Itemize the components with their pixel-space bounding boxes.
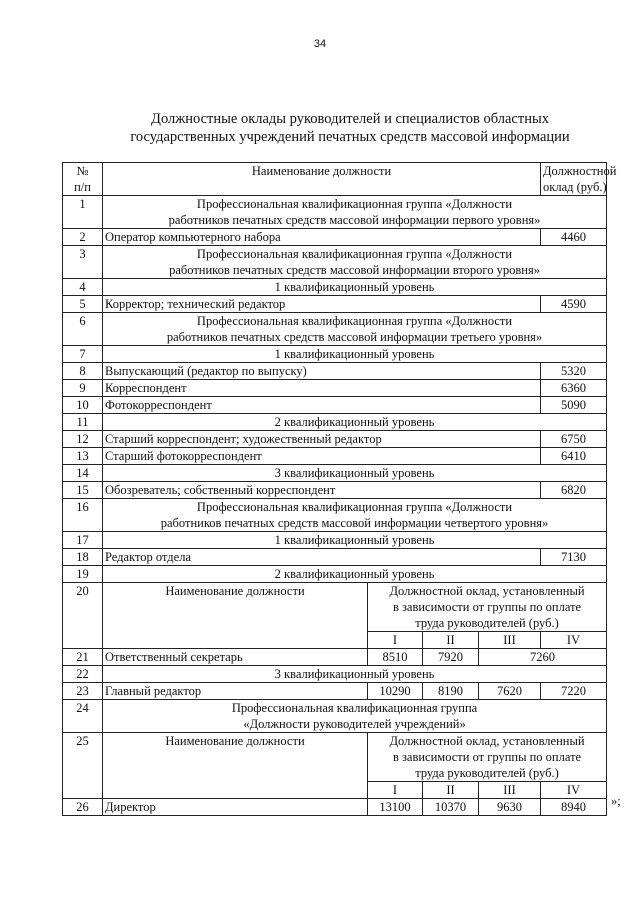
- position-name: Корректор; технический редактор: [103, 296, 541, 313]
- row-number: 14: [63, 465, 103, 482]
- position-name: Выпускающий (редактор по выпуску): [103, 363, 541, 380]
- position-name: Старший фотокорреспондент: [103, 448, 541, 465]
- document-title: [60, 110, 640, 146]
- salary-value: 7260: [479, 649, 607, 666]
- page-number: 34: [313, 38, 327, 50]
- row-number: 21: [63, 649, 103, 666]
- salary-value: 7130: [541, 549, 607, 566]
- group-label: IV: [541, 632, 607, 649]
- group-heading: Профессиональная квалификационная группа «Должности работников печатных средств массовой информации второго уровня»: [103, 246, 607, 279]
- group-heading: Профессиональная квалификационная группа «Должности работников печатных средств массовой информации первого уровня»: [103, 196, 607, 229]
- row-number: 24: [63, 700, 103, 733]
- group-heading: Профессиональная квалификационная группа «Должности работников печатных средств массовой информации четвертого уровня»: [103, 499, 607, 532]
- title-line-1: Должностные оклады руководителей и специалистов областных: [151, 111, 549, 127]
- row-number: 10: [63, 397, 103, 414]
- salary-value: 10290: [368, 683, 423, 700]
- qualification-level: 1 квалификационный уровень: [103, 346, 607, 363]
- row-number: 5: [63, 296, 103, 313]
- salary-value: 4590: [541, 296, 607, 313]
- row-number: 1: [63, 196, 103, 229]
- row-number: 23: [63, 683, 103, 700]
- salary-value: 8510: [368, 649, 423, 666]
- table-row: [63, 799, 607, 816]
- salary-value: 9630: [479, 799, 541, 816]
- group-heading: Профессиональная квалификационная группа «Должности руководителей учреждений»: [103, 700, 607, 733]
- table-row: [63, 465, 607, 482]
- qualification-level: 2 квалификационный уровень: [103, 566, 607, 583]
- table-row: [63, 448, 607, 465]
- row-number: 11: [63, 414, 103, 431]
- closing-quote: »;: [611, 794, 621, 808]
- row-number: 9: [63, 380, 103, 397]
- position-name: Оператор компьютерного набора: [103, 229, 541, 246]
- subheader-position: Наименование должности: [103, 583, 368, 649]
- row-number: 3: [63, 246, 103, 279]
- table-row: [63, 532, 607, 549]
- salary-value: 13100: [368, 799, 423, 816]
- salary-value: 5090: [541, 397, 607, 414]
- salary-value: 7920: [423, 649, 479, 666]
- table-row: [63, 414, 607, 431]
- table-row: [63, 431, 607, 448]
- position-name: Главный редактор: [103, 683, 368, 700]
- table-row: [63, 733, 607, 782]
- table-row: [63, 666, 607, 683]
- header-position: Наименование должности: [103, 163, 541, 196]
- salary-value: 4460: [541, 229, 607, 246]
- row-number: 19: [63, 566, 103, 583]
- salary-value: 6820: [541, 482, 607, 499]
- table-row: [63, 700, 607, 733]
- table-row: [63, 649, 607, 666]
- table-row: [63, 279, 607, 296]
- table-header-row: [63, 163, 607, 196]
- group-label: III: [479, 782, 541, 799]
- salary-value: 7620: [479, 683, 541, 700]
- row-number: 6: [63, 313, 103, 346]
- group-label: IV: [541, 782, 607, 799]
- row-number: 17: [63, 532, 103, 549]
- row-number: 18: [63, 549, 103, 566]
- position-name: Старший корреспондент; художественный редактор: [103, 431, 541, 448]
- salary-value: 6410: [541, 448, 607, 465]
- table-row: [63, 566, 607, 583]
- row-number: 26: [63, 799, 103, 816]
- group-heading: Профессиональная квалификационная группа «Должности работников печатных средств массовой информации третьего уровня»: [103, 313, 607, 346]
- subheader-salary: Должностной оклад, установленный в зависимости от группы по оплате труда руководителей (руб.): [368, 733, 607, 782]
- position-name: Обозреватель; собственный корреспондент: [103, 482, 541, 499]
- salary-value: 10370: [423, 799, 479, 816]
- row-number: 22: [63, 666, 103, 683]
- header-salary: Должностной оклад (руб.): [541, 163, 607, 196]
- row-number: 7: [63, 346, 103, 363]
- group-label: II: [423, 782, 479, 799]
- salary-value: 6360: [541, 380, 607, 397]
- salary-value: 5320: [541, 363, 607, 380]
- table-row: [63, 482, 607, 499]
- subheader-salary: Должностной оклад, установленный в зависимости от группы по оплате труда руководителей (руб.): [368, 583, 607, 632]
- table-row: [63, 296, 607, 313]
- row-number: 4: [63, 279, 103, 296]
- row-number: 15: [63, 482, 103, 499]
- group-label: I: [368, 632, 423, 649]
- table-row: [63, 397, 607, 414]
- position-name: Корреспондент: [103, 380, 541, 397]
- salary-value: 8940: [541, 799, 607, 816]
- group-label: I: [368, 782, 423, 799]
- position-name: Директор: [103, 799, 368, 816]
- salary-value: 8190: [423, 683, 479, 700]
- row-number: 12: [63, 431, 103, 448]
- table-row: [63, 246, 607, 279]
- table-row: [63, 229, 607, 246]
- table-row: [63, 380, 607, 397]
- row-number: 20: [63, 583, 103, 649]
- position-name: Ответственный секретарь: [103, 649, 368, 666]
- row-number: 2: [63, 229, 103, 246]
- table-row: [63, 499, 607, 532]
- table-row: [63, 683, 607, 700]
- salary-value: 6750: [541, 431, 607, 448]
- group-label: II: [423, 632, 479, 649]
- qualification-level: 1 квалификационный уровень: [103, 532, 607, 549]
- salary-table: [62, 162, 617, 816]
- row-number: 25: [63, 733, 103, 799]
- table-row: [63, 549, 607, 566]
- table-row: [63, 583, 607, 632]
- qualification-level: 2 квалификационный уровень: [103, 414, 607, 431]
- position-name: Редактор отдела: [103, 549, 541, 566]
- qualification-level: 3 квалификационный уровень: [103, 666, 607, 683]
- row-number: 8: [63, 363, 103, 380]
- row-number: 13: [63, 448, 103, 465]
- row-number: 16: [63, 499, 103, 532]
- table-row: [63, 313, 607, 346]
- subheader-position: Наименование должности: [103, 733, 368, 799]
- position-name: Фотокорреспондент: [103, 397, 541, 414]
- table-row: [63, 346, 607, 363]
- group-label: III: [479, 632, 541, 649]
- qualification-level: 1 квалификационный уровень: [103, 279, 607, 296]
- header-number: № п/п: [63, 163, 103, 196]
- qualification-level: 3 квалификационный уровень: [103, 465, 607, 482]
- salary-value: 7220: [541, 683, 607, 700]
- title-line-2: государственных учреждений печатных средств массовой информации: [130, 129, 570, 145]
- table-row: [63, 196, 607, 229]
- table-row: [63, 363, 607, 380]
